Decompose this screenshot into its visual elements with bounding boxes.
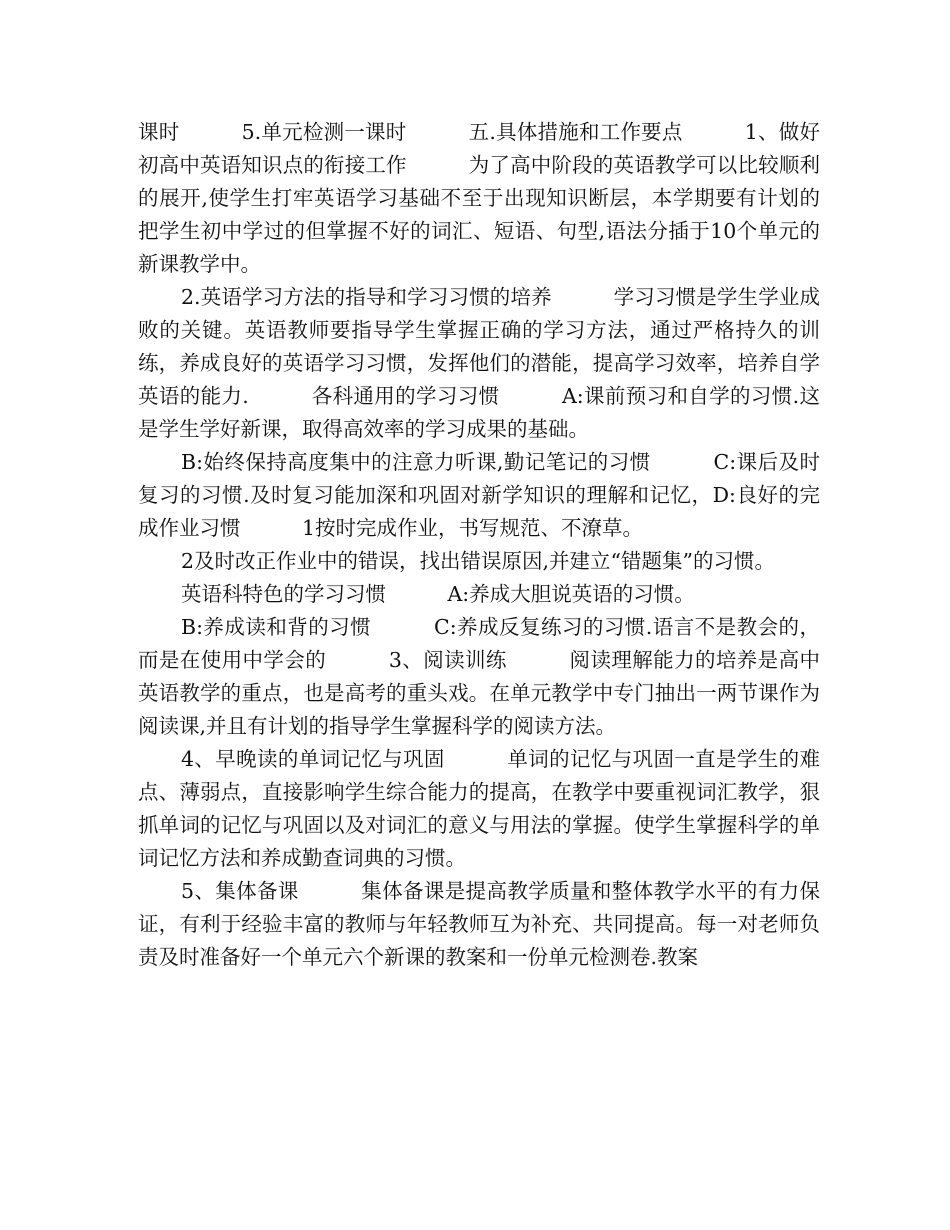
- paragraph-vocabulary: 4、早晚读的单词记忆与巩固 单词的记忆与巩固一直是学生的难点、薄弱点，直接影响学生综合能力的提高，在教学中要重视词汇教学，狠抓单词的记忆与巩固以及对词汇的意义与用法的掌握。使学生掌握科学的单词记忆方法和养成勤查词典的习惯。: [138, 747, 820, 870]
- paragraph-reading-training: B:养成读和背的习惯 C:养成反复练习的习惯.语言不是教会的，而是在使用中学会的 3、阅读训练 阅读理解能力的培养是高中英语教学的重点，也是高考的重头戏。在单元教学中专门抽出一两节课作为阅读课,并且有计划的指导学生掌握科学的阅读方法。: [138, 615, 820, 738]
- paragraph-english-habits: 英语科特色的学习习惯 A:养成大胆说英语的习惯。: [181, 582, 695, 606]
- paragraph-learning-methods: 2.英语学习方法的指导和学习习惯的培养 学习习惯是学生学业成败的关键。英语教师要指导学生掌握正确的学习方法，通过严格持久的训练，养成良好的英语学习习惯，发挥他们的潜能，提高学习效率，培养自学英语的能力. 各科通用的学习习惯 A:课前预习和自学的习惯.这是学生学好新课，取得高效率的学习成果的基础。: [138, 285, 820, 441]
- paragraph-attention-habits: B:始终保持高度集中的注意力听课,勤记笔记的习惯 C:课后及时复习的习惯.及时复习能加深和巩固对新学知识的理解和记忆，D:良好的完成作业习惯 1按时完成作业，书写规范、不潦草。: [138, 450, 820, 540]
- paragraph-collective-prep: 5、集体备课 集体备课是提高教学质量和整体教学水平的有力保证，有利于经验丰富的教师与年轻教师互为补充、共同提高。每一对老师负责及时准备好一个单元六个新课的教案和一份单元检测卷.教案: [138, 879, 820, 969]
- document-page: [138, 116, 820, 974]
- paragraph-error-correction: 2及时改正作业中的错误，找出错误原因,并建立“错题集”的习惯。: [181, 549, 776, 573]
- paragraph-measures-intro: 课时 5.单元检测一课时 五.具体措施和工作要点 1、做好初高中英语知识点的衔接工作 为了高中阶段的英语教学可以比较顺利的展开,使学生打牢英语学习基础不至于出现知识断层，本学期要有计划的把学生初中学过的但掌握不好的词汇、短语、句型,语法分插于10个单元的新课教学中。: [138, 120, 820, 276]
